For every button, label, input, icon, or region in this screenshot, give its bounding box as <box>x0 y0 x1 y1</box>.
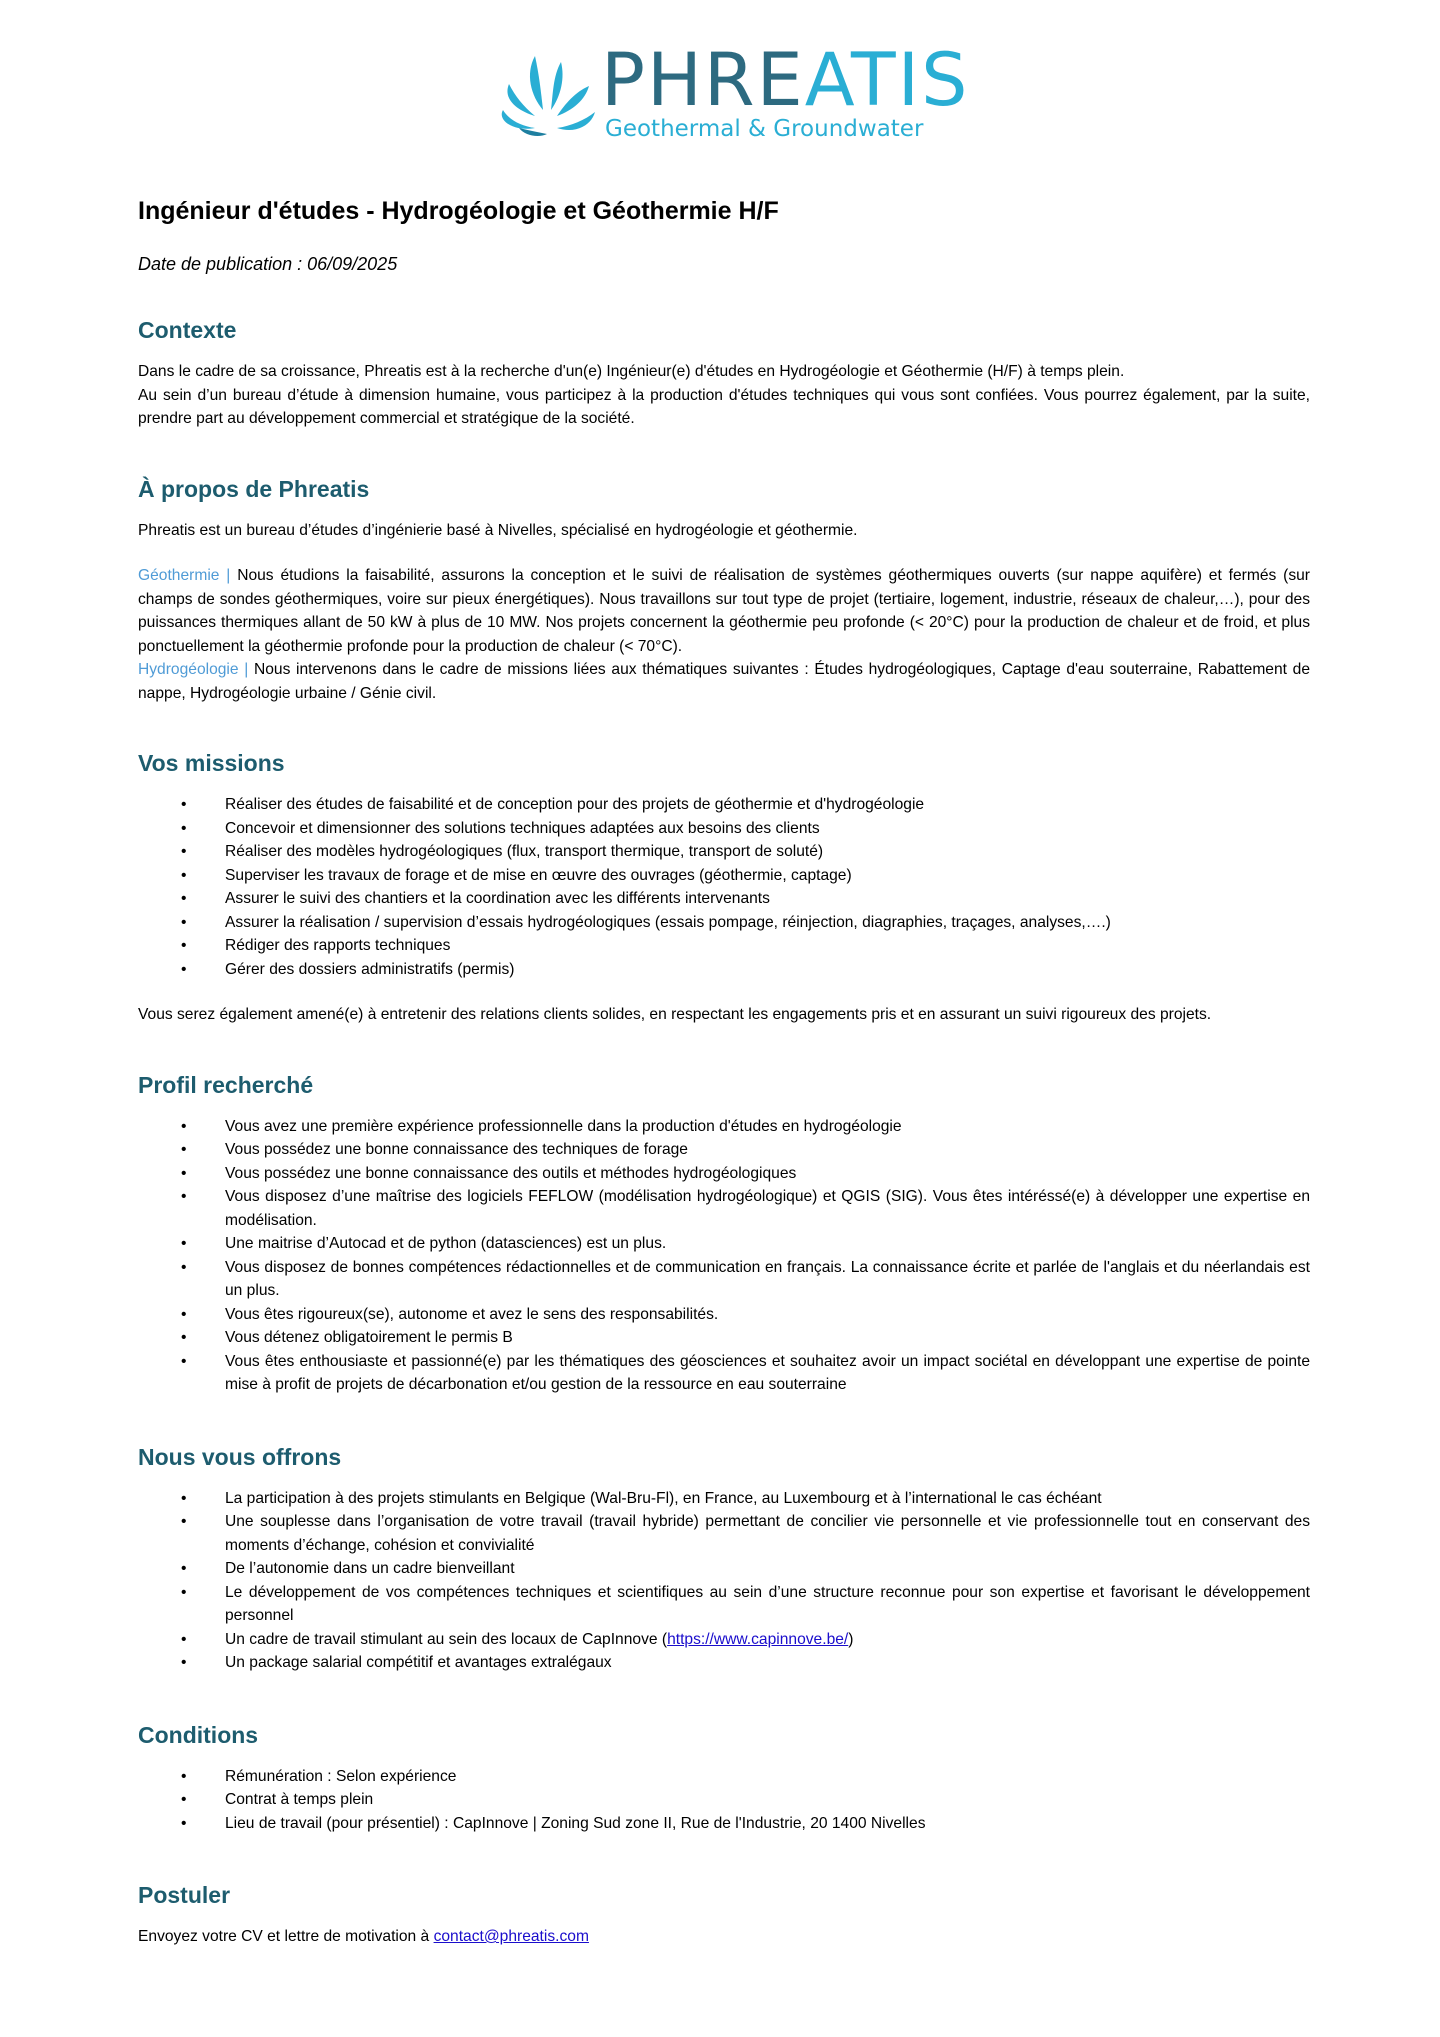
water-splash-icon <box>495 50 601 140</box>
missions-closing: Vous serez également amené(e) à entretenir des relations clients solides, en respectant les engagements pris et en assurant un suivi rigoureux des projets. <box>138 1006 1212 1023</box>
postuler-text <box>138 1925 1310 1949</box>
heading-missions: Vos missions <box>138 750 285 776</box>
heading-postuler: Postuler <box>138 1882 231 1908</box>
list-item: • Concevoir et dimensionner des solutions techniques adaptées aux besoins des clients <box>138 817 1310 841</box>
section-apropos <box>138 475 1310 706</box>
list-item: • Une maitrise d’Autocad et de python (datasciences) est un plus. <box>138 1232 1310 1256</box>
heading-contexte: Contexte <box>138 317 237 343</box>
conditions-list <box>138 1765 1310 1836</box>
publication-date: Date de publication : 06/09/2025 <box>138 254 398 274</box>
job-title: Ingénieur d'études - Hydrogéologie et Géothermie H/F <box>138 197 779 225</box>
list-item: • Gérer des dossiers administratifs (permis) <box>138 958 1310 982</box>
list-item: • Vous avez une première expérience professionnelle dans la production d'études en hydrogéologie <box>138 1115 1310 1139</box>
list-item: • Contrat à temps plein <box>138 1788 1310 1812</box>
list-item: • Assurer le suivi des chantiers et la coordination avec les différents intervenants <box>138 887 1310 911</box>
list-item: • Rémunération : Selon expérience <box>138 1765 1310 1789</box>
hydrogeologie-text: Nous intervenons dans le cadre de missions liées aux thématiques suivantes : Études hydrogéologiques, Captage d'eau souterraine, Rabattement de nappe, Hydrogéologie urbaine / Génie civil. <box>138 661 1311 702</box>
list-item: • Vous disposez d’une maîtrise des logiciels FEFLOW (modélisation hydrogéologique) et QGIS (SIG). Vous êtes intéréssé(e) à développer une expertise en modélisation. <box>138 1185 1310 1232</box>
brand-tagline: Geothermal & Groundwater <box>605 116 924 142</box>
postuler-instruction: Envoyez votre CV et lettre de motivation à <box>138 1928 434 1945</box>
document-body <box>138 196 1310 1949</box>
list-item: • Vous détenez obligatoirement le permis B <box>138 1326 1310 1350</box>
capinnove-prefix: Un cadre de travail stimulant au sein des locaux de CapInnove ( <box>225 1630 668 1648</box>
brand-main: PHRE <box>601 38 805 123</box>
list-item: • La participation à des projets stimulants en Belgique (Wal-Bru-Fl), en France, au Luxembourg et à l’international le cas échéant <box>138 1487 1310 1511</box>
list-item: • Superviser les travaux de forage et de mise en œuvre des ouvrages (géothermie, captage) <box>138 864 1310 888</box>
heading-conditions: Conditions <box>138 1721 259 1748</box>
list-item: • Vous possédez une bonne connaissance des techniques de forage <box>138 1138 1310 1162</box>
contact-email-link[interactable]: contact@phreatis.com <box>433 1928 589 1945</box>
section-contexte <box>138 316 1310 431</box>
list-item <box>138 1628 1310 1652</box>
list-item: • Assurer la réalisation / supervision d’essais hydrogéologiques (essais pompage, réinjection, diagraphies, traçages, analyses,….) <box>138 911 1310 935</box>
list-item: • Le développement de vos compétences techniques et scientifiques au sein d’une structure reconnue pour son expertise et favorisant le développement personnel <box>138 1581 1310 1628</box>
contexte-paragraph-1: Dans le cadre de sa croissance, Phreatis est à la recherche d'un(e) Ingénieur(e) d'études en Hydrogéologie et Géothermie (H/F) à temps plein. <box>138 363 1125 380</box>
heading-apropos: À propos de Phreatis <box>138 475 370 502</box>
apropos-geothermie <box>138 564 1310 658</box>
apropos-intro: Phreatis est un bureau d’études d’ingénierie basé à Nivelles, spécialisé en hydrogéologie et géothermie. <box>138 521 858 539</box>
phreatis-logo <box>495 38 970 150</box>
heading-offre: Nous vous offrons <box>138 1443 342 1470</box>
hydrogeologie-label: Hydrogéologie | <box>138 661 254 678</box>
list-item: • Vous êtes enthousiaste et passionné(e) par les thématiques des géosciences et souhaitez avoir un impact sociétal en développant une expertise de pointe mise à profit de projets de décarbonation et/ou gestion de la ressource en eau souterraine <box>138 1350 1310 1397</box>
profil-list <box>138 1115 1310 1397</box>
list-item: • Réaliser des études de faisabilité et de conception pour des projets de géothermie et d'hydrogéologie <box>138 793 1310 817</box>
brand-wordmark <box>601 38 970 123</box>
geothermie-text: Nous étudions la faisabilité, assurons la conception et le suivi de réalisation de systèmes géothermiques ouverts (sur nappe aquifère) et fermés (sur champs de sondes géothermiques, voire sur pieux énergétiques). Nous travaillons sur tout type de projet (tertiaire, logement, industrie, réseaux de chaleur,…), pour des puissances thermiques allant de 50 kW à plus de 10 MW. Nos projets concernent la géothermie peu profonde (< 20°C) pour la production de chaleur et de froid, et plus ponctuellement la géothermie profonde pour la production de chaleur (< 70°C). <box>138 567 1310 655</box>
contexte-paragraph-2: Au sein d’un bureau d’étude à dimension humaine, vous participez à la production d'études techniques qui vous sont confiées. Vous pourrez également, par la suite, prendre part au développement commercial et stratégique de la société. <box>138 386 1310 427</box>
section-missions <box>138 749 1310 1027</box>
list-item: • Vous êtes rigoureux(se), autonome et avez le sens des responsabilités. <box>138 1303 1310 1327</box>
section-conditions <box>138 1721 1310 1836</box>
section-profil <box>138 1071 1310 1397</box>
list-item: • Réaliser des modèles hydrogéologiques (flux, transport thermique, transport de soluté) <box>138 840 1310 864</box>
brand-tail: ATIS <box>804 38 970 123</box>
heading-profil: Profil recherché <box>138 1071 314 1098</box>
section-postuler <box>138 1881 1310 1949</box>
list-item: • Rédiger des rapports techniques <box>138 934 1310 958</box>
section-offre <box>138 1443 1310 1675</box>
list-item: • Lieu de travail (pour présentiel) : CapInnove | Zoning Sud zone II, Rue de l'Industrie, 20 1400 Nivelles <box>138 1812 1310 1836</box>
missions-list <box>138 793 1310 981</box>
geothermie-label: Géothermie | <box>138 567 238 584</box>
list-item: • Vous possédez une bonne connaissance des outils et méthodes hydrogéologiques <box>138 1162 1310 1186</box>
list-item: • Une souplesse dans l’organisation de votre travail (travail hybride) permettant de concilier vie personnelle et vie professionnelle tout en conservant des moments d’échange, cohésion et convivialité <box>138 1510 1310 1557</box>
list-item: • De l’autonomie dans un cadre bienveillant <box>138 1557 1310 1581</box>
capinnove-link[interactable]: https://www.capinnove.be/ <box>667 1630 849 1648</box>
capinnove-suffix: ) <box>848 1630 854 1648</box>
list-item: • Un package salarial compétitif et avantages extralégaux <box>138 1651 1310 1675</box>
apropos-hydrogeologie <box>138 658 1310 705</box>
list-item: • Vous disposez de bonnes compétences rédactionnelles et de communication en français. La connaissance écrite et parlée de l'anglais et du néerlandais est un plus. <box>138 1256 1310 1303</box>
offre-list <box>138 1487 1310 1675</box>
